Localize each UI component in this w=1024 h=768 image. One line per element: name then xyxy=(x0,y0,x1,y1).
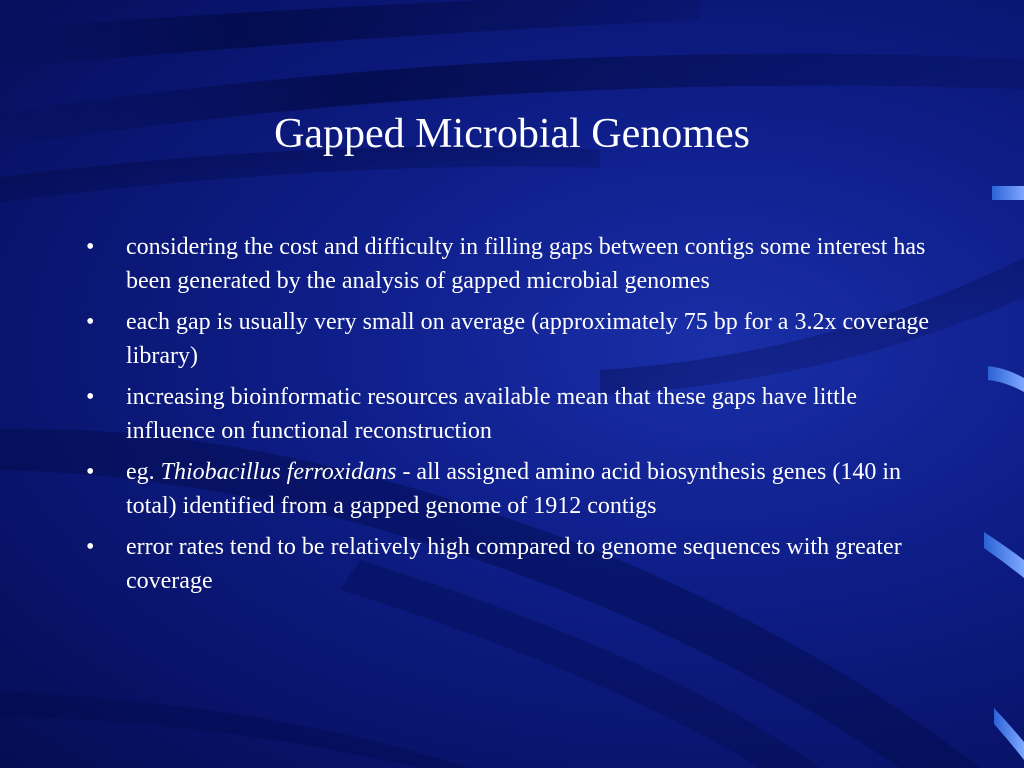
bullet-item xyxy=(86,305,952,373)
species-name: Thiobacillus ferroxidans xyxy=(160,459,397,485)
bullet-icon: • xyxy=(86,459,95,485)
bullet-item xyxy=(86,380,952,448)
bullet-icon: • xyxy=(86,384,95,410)
bullet-item xyxy=(86,455,952,523)
bullet-suffix: - all assigned amino acid biosynthesis genes (140 in total) identified from a gapped genome of 1912 contigs xyxy=(126,459,902,519)
bullet-text xyxy=(126,459,901,519)
bullet-icon: • xyxy=(86,309,95,335)
accent-stripe xyxy=(988,366,1024,392)
slide-title: Gapped Microbial Genomes xyxy=(274,111,750,157)
bullet-prefix: eg. xyxy=(126,459,161,485)
bullet-item xyxy=(86,530,952,598)
bullet-text: error rates tend to be relatively high compared to genome sequences with greater coverage xyxy=(126,534,902,594)
accent-stripe xyxy=(994,708,1024,760)
bullet-text: each gap is usually very small on average (approximately 75 bp for a 3.2x coverage library) xyxy=(126,309,930,369)
accent-stripe xyxy=(984,532,1024,578)
bullet-list xyxy=(86,230,952,605)
bullet-icon: • xyxy=(86,534,95,560)
bullet-icon: • xyxy=(86,234,95,260)
accent-stripe xyxy=(992,186,1024,200)
swoosh-arc xyxy=(0,690,470,768)
bullet-text: considering the cost and difficulty in filling gaps between contigs some interest has been generated by the analysis of gapped microbial genomes xyxy=(126,234,926,294)
bullet-text: increasing bioinformatic resources available mean that these gaps have little influence on functional reconstruction xyxy=(126,384,858,444)
bullet-item xyxy=(86,230,952,298)
